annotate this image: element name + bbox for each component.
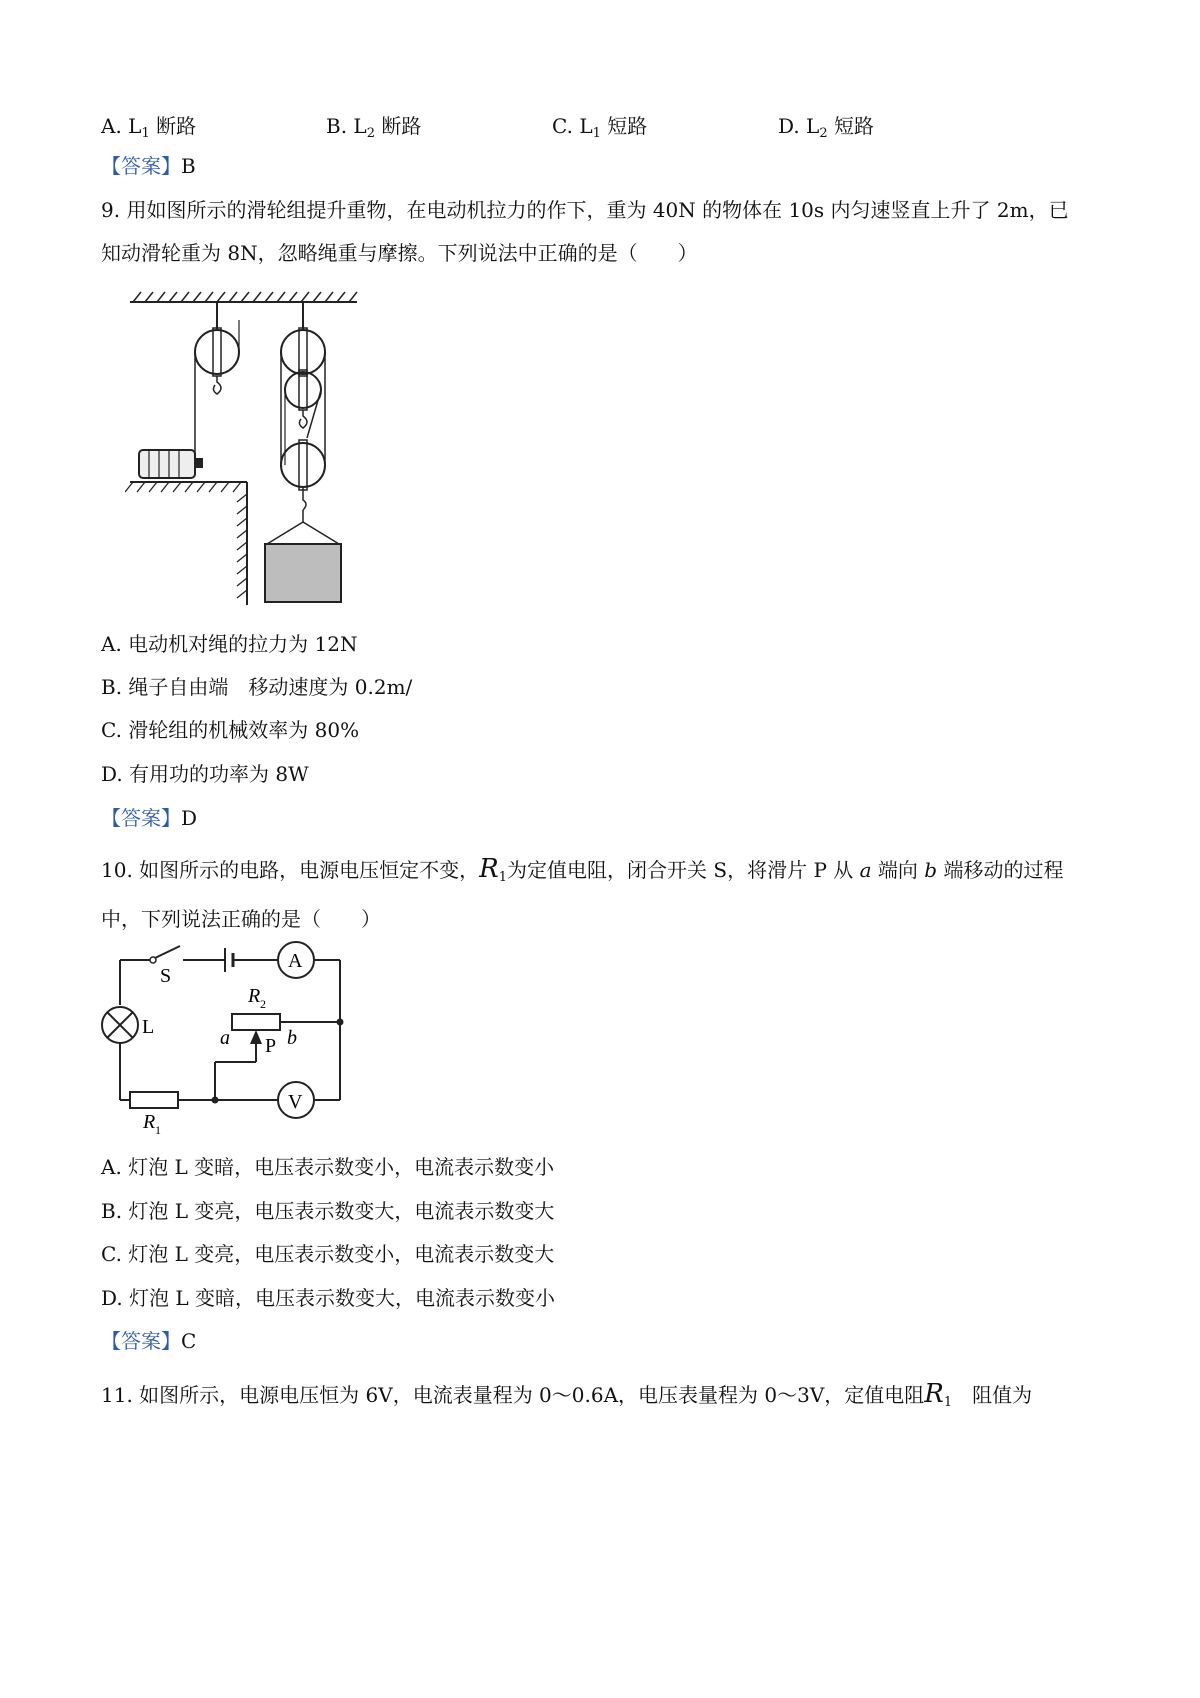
pulley-system-figure	[125, 290, 365, 610]
q10-option-b: B. 灯泡 L 变亮，电压表示数变大，电流表示数变大	[101, 1199, 555, 1223]
q8-option-a: A. $L_1$ 断路	[101, 114, 197, 141]
q9-option-c: C. 滑轮组的机械效率为 80%	[101, 718, 360, 742]
circuit-label-a-end: a	[220, 1027, 230, 1049]
q11-stem-line1: 11. 如图所示，电源电压恒为 6V，电流表量程为 0～0.6A，电压表量程为 0～3V，定值电阻$R_1$ 阻值为	[101, 1379, 1033, 1410]
q10-stem-line2: 中，下列说法正确的是（ ）	[101, 907, 381, 931]
circuit-label-r2: R	[248, 985, 261, 1007]
circuit-label-b-end: b	[287, 1027, 297, 1049]
circuit-label-r1-sub: 1	[155, 1123, 161, 1137]
q8-answer: 【答案】B	[101, 154, 196, 178]
circuit-label-v: V	[288, 1091, 303, 1113]
q9-stem-line2: 知动滑轮重为 8N，忽略绳重与摩擦。下列说法中正确的是（ ）	[101, 241, 698, 265]
q8-option-d: D. $L_2$ 短路	[778, 114, 874, 141]
q9-option-d: D. 有用功的功率为 8W	[101, 762, 309, 786]
circuit-diagram	[95, 940, 365, 1145]
q10-option-a: A. 灯泡 L 变暗，电压表示数变小，电流表示数变小	[101, 1155, 555, 1179]
q10-answer: 【答案】C	[101, 1329, 197, 1353]
q9-answer: 【答案】D	[101, 806, 198, 830]
q9-stem-line1: 9. 用如图所示的滑轮组提升重物，在电动机拉力的作下，重为 40N 的物体在 10s 内匀速竖直上升了 2m，已	[101, 198, 1069, 222]
q8-option-b: B. $L_2$ 断路	[326, 114, 422, 141]
circuit-label-p: P	[265, 1035, 277, 1057]
circuit-label-r2-sub: 2	[260, 997, 266, 1011]
circuit-label-l: L	[142, 1016, 155, 1038]
q9-option-b: B. 绳子自由端 移动速度为 0.2m/	[101, 675, 413, 699]
q8-option-c: C. $L_1$ 短路	[552, 114, 648, 141]
circuit-label-s: S	[160, 965, 172, 987]
q10-stem-line1: 10. 如图所示的电路，电源电压恒定不变，$R_1$为定值电阻，闭合开关 S，将滑片 P 从 a 端向 b 端移动的过程	[101, 854, 1064, 885]
q9-option-a: A. 电动机对绳的拉力为 12N	[101, 632, 358, 656]
q10-option-c: C. 灯泡 L 变亮，电压表示数变小，电流表示数变大	[101, 1242, 555, 1266]
circuit-label-r1: R	[143, 1111, 156, 1133]
circuit-label-a: A	[288, 950, 303, 972]
q10-option-d: D. 灯泡 L 变暗，电压表示数变大，电流表示数变小	[101, 1286, 556, 1310]
